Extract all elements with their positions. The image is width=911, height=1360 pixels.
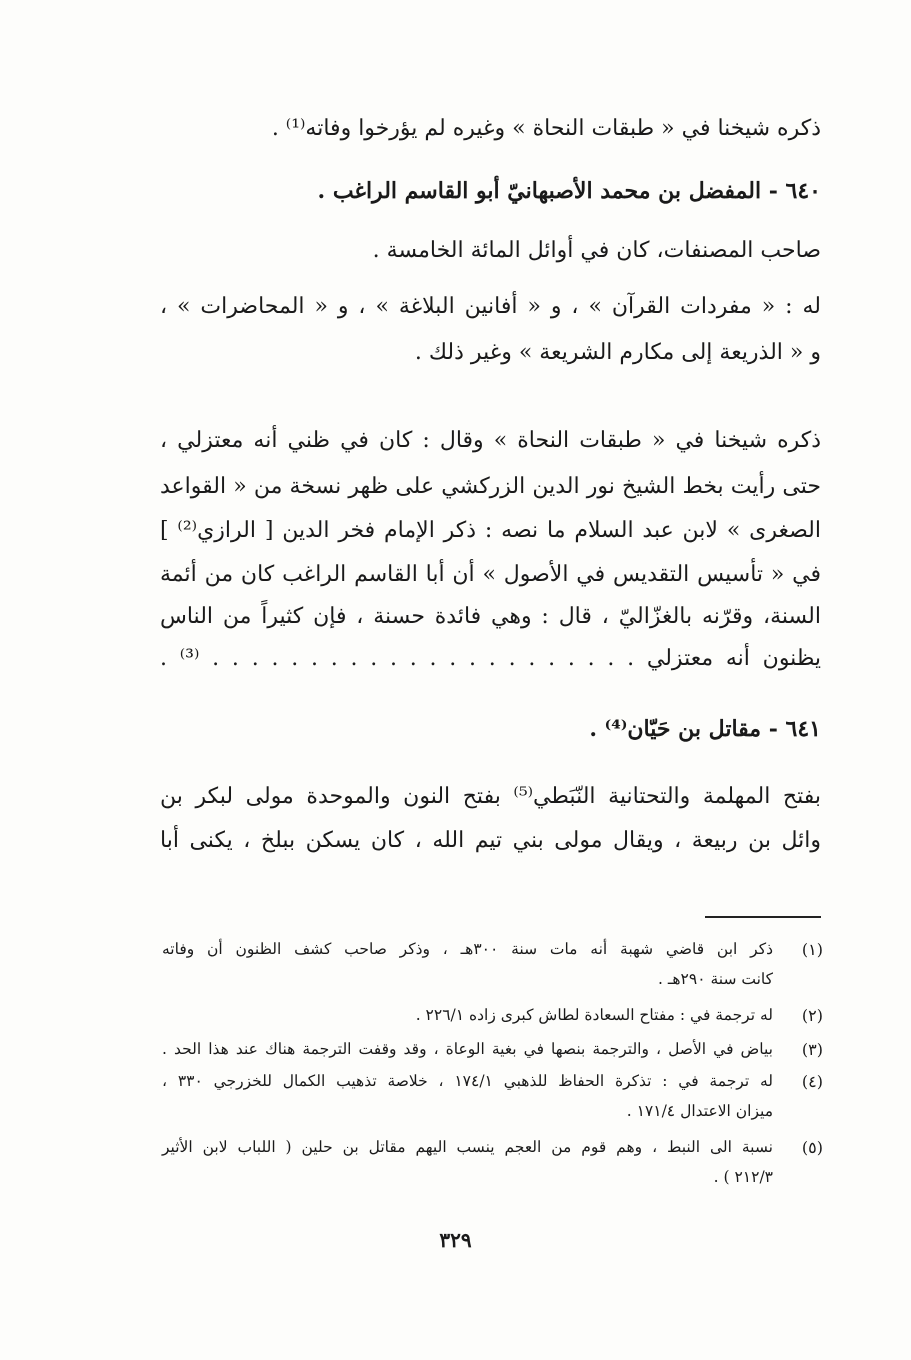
footnote-text: ذكر ابن قاضي شهبة أنه مات سنة ٣٠٠هـ ، وذكر صاحب كشف الظنون أن وفاته	[162, 940, 773, 958]
footnote-text: نسبة الى النبط ، وهم قوم من العجم ينسب اليهم مقاتل بن حلين ( اللباب لابن الأثير	[162, 1138, 773, 1156]
entry-640-paragraph-line: حتى رأيت بخط الشيخ نور الدين الزركشي على ظهر نسخة من « القواعد	[160, 474, 821, 499]
footnote-text: له ترجمة في : تذكرة الحفاظ للذهبي ١٧٤/١ ، خلاصة تذهيب الكمال للخزرجي ٣٣٠ ،	[162, 1072, 773, 1090]
entry-640-paragraph-line: في « تأسيس التقديس في الأصول » أن أبا القاسم الراغب كان من أئمة	[160, 562, 821, 587]
footnote-text: كانت سنة ٢٩٠هـ .	[657, 970, 773, 988]
entry-639-closing-line: ذكره شيخنا في « طبقات النحاة » وغيره لم يؤرخوا وفاته⁽¹⁾ .	[271, 116, 821, 141]
footnote-number: (٥)	[801, 1138, 823, 1157]
footnote-text: له ترجمة في : مفتاح السعادة لطاش كبرى زاده ٢٢٦/١ .	[415, 1006, 773, 1024]
entry-640-paragraph-line: يظنون أنه معتزلي . . . . . . . . . . . . . . . . . . . . . . ⁽³⁾ .	[160, 646, 821, 671]
footnote-number: (٣)	[801, 1040, 823, 1059]
entry-641-line: بفتح المهلمة والتحتانية النّبَطي⁽⁵⁾ بفتح النون والموحدة مولى لبكر بن	[160, 784, 821, 809]
entry-641-heading: ٦٤١ - مقاتل بن حَيّان⁽⁴⁾ .	[589, 716, 821, 742]
entry-640-line: و « الذريعة إلى مكارم الشريعة » وغير ذلك .	[414, 340, 821, 365]
page-number: ٣٢٩	[439, 1228, 472, 1252]
footnote-number: (١)	[801, 940, 823, 959]
entry-640-paragraph-line: ذكره شيخنا في « طبقات النحاة » وقال : كان في ظني أنه معتزلي ،	[160, 428, 821, 453]
entry-640-line: صاحب المصنفات، كان في أوائل المائة الخامسة .	[372, 238, 821, 263]
entry-640-heading: ٦٤٠ - المفضل بن محمد الأصبهانيّ أبو القاسم الراغب .	[317, 178, 821, 204]
entry-640-line: له : « مفردات القرآن » ، و « أفانين البلاغة » ، و « المحاضرات » ،	[160, 294, 821, 319]
footnote-text: بياض في الأصل ، والترجمة بنصها في بغية الوعاة ، وقد وقفت الترجمة هناك عند هذا الحد .	[162, 1040, 773, 1058]
footnote-text: ميزان الاعتدال ١٧١/٤ .	[626, 1102, 773, 1120]
entry-641-line: وائل بن ربيعة ، ويقال مولى بني تيم الله ، كان يسكن ببلخ ، يكنى أبا	[160, 828, 821, 853]
entry-640-paragraph-line: السنة، وقرّنه بالغزّاليّ ، قال : وهي فائدة حسنة ، فإن كثيراً من الناس	[160, 604, 821, 629]
footnote-separator	[705, 916, 821, 918]
footnote-text: ٢١٢/٣ ) .	[713, 1168, 773, 1186]
entry-640-paragraph-line: الصغرى » لابن عبد السلام ما نصه : ذكر الإمام فخر الدين [ الرازي⁽²⁾ ]	[160, 518, 822, 543]
footnote-number: (٢)	[801, 1006, 823, 1025]
footnote-number: (٤)	[801, 1072, 823, 1091]
